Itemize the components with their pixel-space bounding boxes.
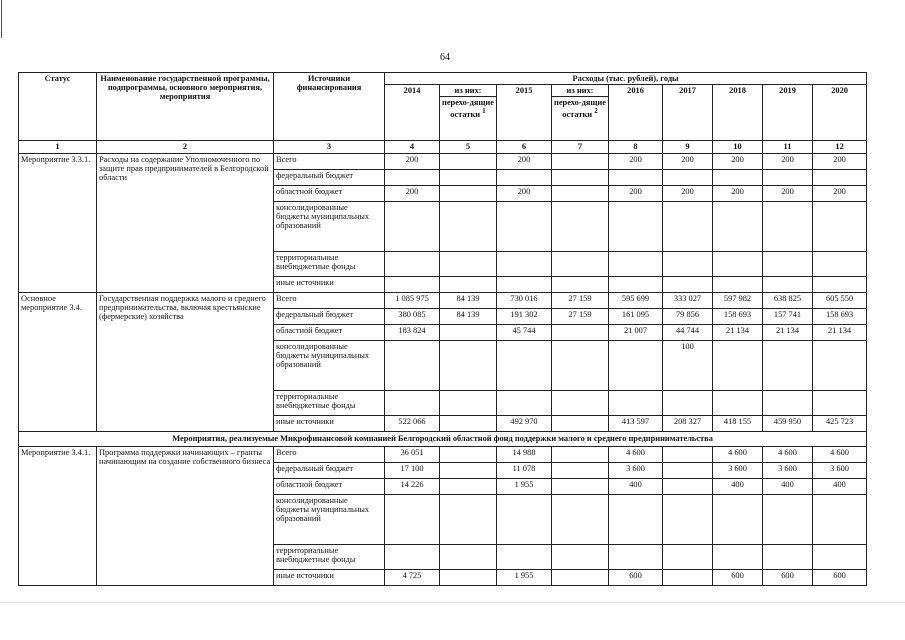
subsection-row (19, 431, 867, 446)
row-source: федеральный бюджет (274, 169, 385, 185)
budget-table (18, 72, 867, 586)
value-cell (440, 544, 497, 569)
value-cell: 4 725 (385, 569, 440, 585)
value-cell: 44 744 (663, 324, 713, 340)
value-cell: 4 600 (713, 446, 763, 462)
value-cell: 400 (713, 478, 763, 494)
value-cell (497, 251, 552, 276)
table-row (19, 153, 867, 169)
row-source: Всего (274, 446, 385, 462)
value-cell (385, 340, 440, 390)
value-cell (497, 201, 552, 251)
column-number: 7 (552, 141, 609, 153)
value-cell: 200 (713, 153, 763, 169)
value-cell: 208 327 (663, 415, 713, 431)
value-cell: 100 (663, 340, 713, 390)
value-cell: 21 134 (763, 324, 813, 340)
value-cell (385, 276, 440, 292)
value-cell: 200 (497, 185, 552, 201)
row-name: Государственная поддержка малого и среднего предпринимательства, включая крестьянские (фермерские) хозяйства (97, 292, 274, 431)
value-cell (609, 276, 663, 292)
row-name: Расходы на содержание Уполномоченного по защите прав предпринимателей в Белгородской области (97, 153, 274, 292)
value-cell: 730 016 (497, 292, 552, 308)
value-cell (552, 494, 609, 544)
value-cell: 600 (763, 569, 813, 585)
value-cell (713, 340, 763, 390)
header-year-2015: 2015 (497, 85, 552, 141)
row-source: консолидированные бюджеты муниципальных образований (274, 201, 385, 251)
value-cell (440, 201, 497, 251)
value-cell (663, 494, 713, 544)
value-cell: 79 856 (663, 308, 713, 324)
value-cell (440, 251, 497, 276)
header-year-2020: 2020 (813, 85, 867, 141)
value-cell: 459 950 (763, 415, 813, 431)
value-cell: 4 600 (813, 446, 867, 462)
header-year-2016: 2016 (609, 85, 663, 141)
header-year-2018: 2018 (713, 85, 763, 141)
value-cell (763, 251, 813, 276)
value-cell (385, 544, 440, 569)
value-cell (440, 415, 497, 431)
column-number: 3 (274, 141, 385, 153)
value-cell (713, 390, 763, 415)
value-cell (609, 544, 663, 569)
value-cell (813, 494, 867, 544)
subsection-title: Мероприятия, реализуемые Микрофинансовой компанией Белгородский областной фонд поддержки малого и среднего предпринимательства (19, 431, 867, 446)
value-cell (385, 494, 440, 544)
value-cell (763, 340, 813, 390)
value-cell (385, 251, 440, 276)
value-cell: 1 955 (497, 478, 552, 494)
value-cell (663, 251, 713, 276)
row-source: областной бюджет (274, 478, 385, 494)
value-cell: 400 (763, 478, 813, 494)
header-carry-2: перехо-дящие остатки $^2$ (552, 97, 609, 141)
value-cell (663, 276, 713, 292)
value-cell (663, 169, 713, 185)
row-source: областной бюджет (274, 185, 385, 201)
value-cell: 27 159 (552, 308, 609, 324)
value-cell (385, 169, 440, 185)
value-cell: 200 (713, 185, 763, 201)
column-number: 9 (663, 141, 713, 153)
value-cell (497, 390, 552, 415)
page-bottom-line (0, 602, 905, 603)
value-cell: 200 (813, 153, 867, 169)
value-cell (713, 276, 763, 292)
value-cell (609, 494, 663, 544)
value-cell (385, 390, 440, 415)
value-cell: 183 824 (385, 324, 440, 340)
value-cell (552, 251, 609, 276)
value-cell (813, 169, 867, 185)
scan-edge-line (1, 0, 2, 38)
value-cell (440, 324, 497, 340)
header-year-2017: 2017 (663, 85, 713, 141)
value-cell: 200 (497, 153, 552, 169)
value-cell (713, 201, 763, 251)
value-cell (497, 169, 552, 185)
value-cell: 45 744 (497, 324, 552, 340)
value-cell (813, 544, 867, 569)
value-cell: 380 085 (385, 308, 440, 324)
column-number: 8 (609, 141, 663, 153)
header-year-2014: 2014 (385, 85, 440, 141)
value-cell (609, 390, 663, 415)
value-cell: 492 970 (497, 415, 552, 431)
value-cell: 84 139 (440, 308, 497, 324)
value-cell (497, 276, 552, 292)
value-cell (763, 169, 813, 185)
value-cell (385, 201, 440, 251)
value-cell (440, 446, 497, 462)
value-cell: 4 600 (609, 446, 663, 462)
row-source: Всего (274, 292, 385, 308)
value-cell: 400 (813, 478, 867, 494)
value-cell (663, 462, 713, 478)
value-cell (552, 324, 609, 340)
value-cell (813, 390, 867, 415)
value-cell (552, 340, 609, 390)
header-year-2019: 2019 (763, 85, 813, 141)
value-cell: 200 (763, 185, 813, 201)
row-status: Мероприятие 3.3.1. (19, 153, 97, 292)
row-source: территориальные внебюджетные фонды (274, 251, 385, 276)
header-of-them-1: из них: (440, 85, 497, 97)
value-cell (440, 478, 497, 494)
header-expenses: Расходы (тыс. рублей), годы (385, 73, 867, 85)
table-row (19, 446, 867, 462)
column-number: 11 (763, 141, 813, 153)
value-cell (552, 569, 609, 585)
value-cell: 595 699 (609, 292, 663, 308)
value-cell (663, 201, 713, 251)
value-cell: 3 600 (609, 462, 663, 478)
column-number: 12 (813, 141, 867, 153)
value-cell (440, 169, 497, 185)
value-cell (663, 569, 713, 585)
column-number: 10 (713, 141, 763, 153)
column-number: 1 (19, 141, 97, 153)
header-sources: Источники финансирования (274, 73, 385, 141)
value-cell: 522 066 (385, 415, 440, 431)
value-cell: 21 134 (713, 324, 763, 340)
value-cell (552, 390, 609, 415)
row-source: федеральный бюджет (274, 308, 385, 324)
value-cell: 157 741 (763, 308, 813, 324)
value-cell (663, 390, 713, 415)
value-cell: 3 600 (713, 462, 763, 478)
value-cell: 600 (609, 569, 663, 585)
header-name: Наименование государственной программы, подпрограммы, основного мероприятия, мероприятия (97, 73, 274, 141)
value-cell: 200 (813, 185, 867, 201)
value-cell (813, 276, 867, 292)
value-cell: 425 723 (813, 415, 867, 431)
value-cell (497, 544, 552, 569)
row-source: иные источники (274, 415, 385, 431)
row-source: Всего (274, 153, 385, 169)
value-cell (552, 462, 609, 478)
value-cell: 333 027 (663, 292, 713, 308)
row-source: консолидированные бюджеты муниципальных образований (274, 340, 385, 390)
value-cell: 200 (609, 153, 663, 169)
value-cell: 200 (609, 185, 663, 201)
value-cell: 161 095 (609, 308, 663, 324)
value-cell: 3 600 (813, 462, 867, 478)
value-cell (552, 185, 609, 201)
page-number: 64 (440, 52, 450, 63)
value-cell (663, 446, 713, 462)
value-cell: 418 155 (713, 415, 763, 431)
column-number-row (19, 141, 867, 153)
value-cell: 200 (763, 153, 813, 169)
row-source: областной бюджет (274, 324, 385, 340)
value-cell: 600 (813, 569, 867, 585)
row-source: федеральный бюджет (274, 462, 385, 478)
value-cell (763, 276, 813, 292)
value-cell: 27 159 (552, 292, 609, 308)
value-cell (440, 185, 497, 201)
value-cell (440, 462, 497, 478)
value-cell: 200 (385, 153, 440, 169)
value-cell (763, 201, 813, 251)
value-cell (813, 251, 867, 276)
value-cell: 1 085 975 (385, 292, 440, 308)
value-cell: 191 302 (497, 308, 552, 324)
value-cell (440, 569, 497, 585)
value-cell: 36 051 (385, 446, 440, 462)
value-cell: 14 226 (385, 478, 440, 494)
value-cell: 597 982 (713, 292, 763, 308)
value-cell: 158 693 (713, 308, 763, 324)
value-cell: 84 139 (440, 292, 497, 308)
header-status: Статус (19, 73, 97, 141)
value-cell (663, 478, 713, 494)
value-cell (763, 544, 813, 569)
value-cell: 11 078 (497, 462, 552, 478)
value-cell (552, 446, 609, 462)
value-cell (440, 390, 497, 415)
value-cell (552, 276, 609, 292)
value-cell: 400 (609, 478, 663, 494)
value-cell (552, 415, 609, 431)
value-cell (552, 544, 609, 569)
value-cell (552, 153, 609, 169)
row-name: Программа поддержки начинающих – гранты начинающим на создание собственного бизнеса (97, 446, 274, 585)
value-cell: 200 (663, 153, 713, 169)
value-cell (813, 340, 867, 390)
value-cell (440, 340, 497, 390)
value-cell: 17 100 (385, 462, 440, 478)
column-number: 4 (385, 141, 440, 153)
value-cell (440, 276, 497, 292)
value-cell: 638 825 (763, 292, 813, 308)
value-cell (609, 169, 663, 185)
value-cell (713, 251, 763, 276)
value-cell: 4 600 (763, 446, 813, 462)
value-cell (440, 494, 497, 544)
value-cell (552, 169, 609, 185)
row-source: консолидированные бюджеты муниципальных образований (274, 494, 385, 544)
value-cell: 1 955 (497, 569, 552, 585)
column-number: 2 (97, 141, 274, 153)
value-cell: 413 597 (609, 415, 663, 431)
value-cell (763, 494, 813, 544)
value-cell (497, 340, 552, 390)
column-number: 5 (440, 141, 497, 153)
column-number: 6 (497, 141, 552, 153)
value-cell: 14 988 (497, 446, 552, 462)
value-cell: 3 600 (763, 462, 813, 478)
value-cell: 21 134 (813, 324, 867, 340)
value-cell (552, 478, 609, 494)
value-cell (813, 201, 867, 251)
row-source: иные источники (274, 569, 385, 585)
value-cell (609, 251, 663, 276)
table-row (19, 292, 867, 308)
value-cell (609, 201, 663, 251)
header-carry-1: перехо-дящие остатки $^1$ (440, 97, 497, 141)
value-cell (609, 340, 663, 390)
row-source: территориальные внебюджетные фонды (274, 390, 385, 415)
row-source: иные источники (274, 276, 385, 292)
header-of-them-2: из них: (552, 85, 609, 97)
row-status: Основное мероприятие 3.4. (19, 292, 97, 431)
value-cell (713, 494, 763, 544)
value-cell: 605 550 (813, 292, 867, 308)
value-cell (552, 201, 609, 251)
value-cell (713, 544, 763, 569)
value-cell: 600 (713, 569, 763, 585)
value-cell: 158 693 (813, 308, 867, 324)
row-status: Мероприятие 3.4.1. (19, 446, 97, 585)
value-cell (663, 544, 713, 569)
row-source: территориальные внебюджетные фонды (274, 544, 385, 569)
value-cell: 200 (385, 185, 440, 201)
value-cell: 21 007 (609, 324, 663, 340)
value-cell (497, 494, 552, 544)
value-cell (713, 169, 763, 185)
value-cell: 200 (663, 185, 713, 201)
value-cell (440, 153, 497, 169)
value-cell (763, 390, 813, 415)
